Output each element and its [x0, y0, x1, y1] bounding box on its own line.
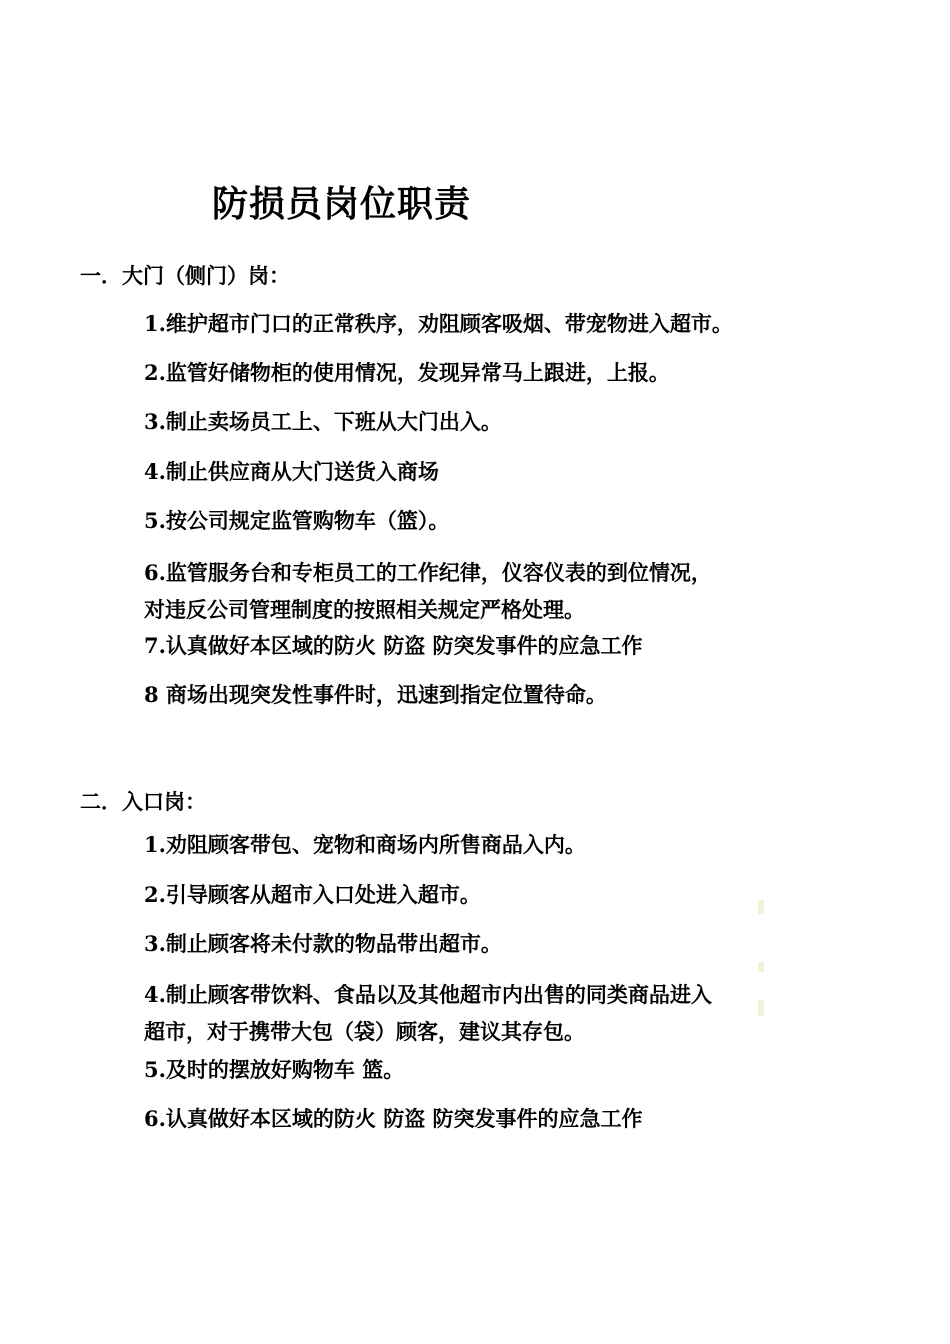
list-item: 5.及时的摆放好购物车 篮。: [144, 1057, 405, 1082]
page-title: 防损员岗位职责: [212, 183, 472, 225]
scan-artifact: [758, 1000, 764, 1016]
list-item: 4.制止供应商从大门送货入商场: [144, 459, 439, 484]
list-item: 7.认真做好本区域的防火 防盗 防突发事件的应急工作: [144, 633, 643, 658]
list-item: 5.按公司规定监管购物车（篮）。: [144, 508, 450, 533]
scan-artifact: [758, 962, 764, 972]
list-item-continuation: 对违反公司管理制度的按照相关规定严格处理。: [144, 597, 585, 622]
section-heading-entrance: 二．入口岗：: [80, 789, 206, 814]
section-heading-gate: 一．大门（侧门）岗：: [80, 263, 290, 288]
list-item-continuation: 超市，对于携带大包（袋）顾客，建议其存包。: [144, 1019, 585, 1044]
list-item: 6.认真做好本区域的防火 防盗 防突发事件的应急工作: [144, 1106, 643, 1131]
list-item: 3.制止卖场员工上、下班从大门出入。: [144, 409, 502, 434]
list-item: 8 商场出现突发性事件时，迅速到指定位置待命。: [144, 682, 607, 707]
list-item: 2.引导顾客从超市入口处进入超市。: [144, 882, 481, 907]
list-item: 2.监管好储物柜的使用情况，发现异常马上跟进，上报。: [144, 360, 670, 385]
list-item: 6.监管服务台和专柜员工的工作纪律，仪容仪表的到位情况，: [144, 560, 712, 585]
list-item: 4.制止顾客带饮料、食品以及其他超市内出售的同类商品进入: [144, 982, 712, 1007]
list-item: 1.维护超市门口的正常秩序，劝阻顾客吸烟、带宠物进入超市。: [144, 311, 733, 336]
scan-artifact: [758, 900, 764, 914]
list-item: 3.制止顾客将未付款的物品带出超市。: [144, 931, 502, 956]
list-item: 1.劝阻顾客带包、宠物和商场内所售商品入内。: [144, 832, 586, 857]
